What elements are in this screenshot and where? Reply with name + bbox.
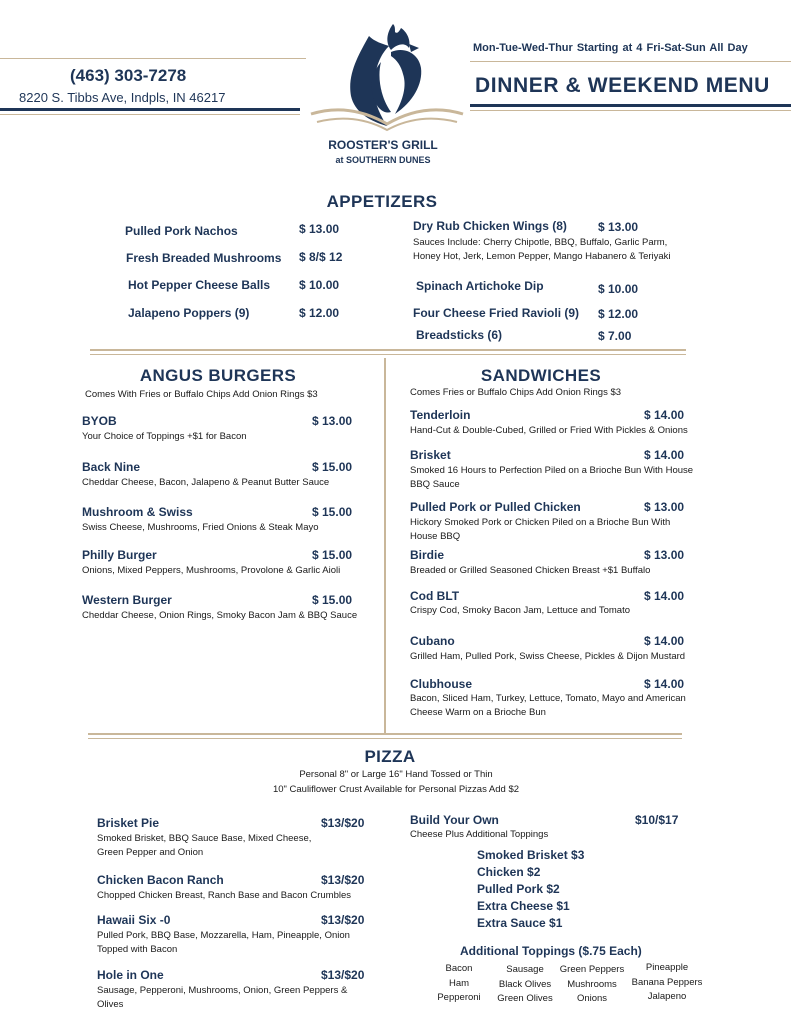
burger-price: $ 15.00 <box>312 548 353 562</box>
appetizer-name: Pulled Pork Nachos <box>125 224 238 238</box>
header-rule-right-top <box>470 61 791 62</box>
sandwich-name: Birdie <box>410 548 445 562</box>
pizza-desc: Chopped Chicken Breast, Ranch Base and Bacon Crumbles <box>97 890 352 901</box>
topping-column-3 <box>555 963 629 1007</box>
burger-price: $ 15.00 <box>312 593 353 607</box>
topping-item: Green Peppers <box>559 964 625 975</box>
premium-topping: Extra Sauce $1 <box>477 916 563 930</box>
brand-subtitle: at SOUTHERN DUNES <box>335 155 431 165</box>
wings-sauces-line1: Sauces Include: Cherry Chipotle, BBQ, Buffalo, Garlic Parm, <box>413 237 668 248</box>
appetizer-name: Hot Pepper Cheese Balls <box>128 278 271 292</box>
divider-appetizers-thin <box>90 354 686 355</box>
topping-column-1 <box>428 962 490 1006</box>
sandwich-desc: Smoked 16 Hours to Perfection Piled on a Brioche Bun With House BBQ Sauce <box>410 465 694 490</box>
sandwich-desc: Bacon, Sliced Ham, Turkey, Lettuce, Tomato, Mayo and American Cheese Warm on a Brioche Bun <box>410 693 686 718</box>
build-your-own-desc: Cheese Plus Additional Toppings <box>410 829 549 840</box>
burger-price: $ 15.00 <box>312 460 353 474</box>
burger-name: Western Burger <box>82 593 172 607</box>
column-divider <box>384 358 386 734</box>
build-your-own-price: $10/$17 <box>635 813 679 827</box>
topping-column-4 <box>627 961 707 1005</box>
address: 8220 S. Tibbs Ave, Indpls, IN 46217 <box>19 90 226 105</box>
sandwich-price: $ 14.00 <box>644 448 685 462</box>
appetizer-price: $ 8/$ 12 <box>299 250 343 264</box>
pizza-price: $13/$20 <box>321 968 365 982</box>
topping-item: Sausage <box>506 964 544 975</box>
pizza-price: $13/$20 <box>321 816 365 830</box>
divider-pizza <box>88 733 682 735</box>
pizza-desc: Sausage, Pepperoni, Mushrooms, Onion, Green Peppers & Olives <box>97 985 348 1010</box>
phone-number: (463) 303-7278 <box>70 66 187 85</box>
premium-topping: Pulled Pork $2 <box>477 882 560 896</box>
burger-desc: Swiss Cheese, Mushrooms, Fried Onions & Steak Mayo <box>82 522 319 533</box>
burgers-note: Comes With Fries or Buffalo Chips Add Onion Rings $3 <box>85 389 318 400</box>
brand-name: ROOSTER'S GRILL <box>328 138 438 152</box>
pizza-name: Hole in One <box>97 968 164 982</box>
topping-item: Mushrooms <box>567 978 617 990</box>
sandwich-price: $ 13.00 <box>644 500 685 514</box>
sandwich-name: Tenderloin <box>410 408 471 422</box>
build-your-own-name: Build Your Own <box>410 813 499 827</box>
premium-topping: Chicken $2 <box>477 865 541 879</box>
pizza-title: PIZZA <box>364 747 416 766</box>
appetizer-name: Jalapeno Poppers (9) <box>128 306 250 320</box>
sandwich-desc: Grilled Ham, Pulled Pork, Swiss Cheese, Pickles & Dijon Mustard <box>410 651 686 662</box>
topping-column-2 <box>490 963 560 1007</box>
sandwich-desc: Hickory Smoked Pork or Chicken Piled on a Brioche Bun With House BBQ <box>410 517 671 542</box>
wings-price: $ 13.00 <box>598 220 639 234</box>
sandwich-name: Cubano <box>410 634 455 648</box>
hours-line: Mon-Tue-Wed-Thur Starting at 4 Fri-Sat-Sun All Day <box>473 42 748 54</box>
sandwich-price: $ 14.00 <box>644 589 685 603</box>
topping-item: Pineapple <box>645 962 689 973</box>
sandwiches-title: SANDWICHES <box>480 366 602 385</box>
menu-title: DINNER & WEEKEND MENU <box>475 74 770 97</box>
header-rule-left-tan <box>0 114 300 115</box>
pizza-name: Chicken Bacon Ranch <box>97 873 224 887</box>
burger-desc: Cheddar Cheese, Onion Rings, Smoky Bacon Jam & BBQ Sauce <box>82 610 358 621</box>
appetizer-name: Fresh Breaded Mushrooms <box>126 251 282 265</box>
premium-topping: Extra Cheese $1 <box>477 899 570 913</box>
additional-toppings-title: Additional Toppings ($.75 Each) <box>460 944 642 958</box>
topping-item: Green Olives <box>497 993 553 1004</box>
sandwich-name: Brisket <box>410 448 451 462</box>
topping-item: Jalapeno <box>647 991 687 1002</box>
appetizers-title: APPETIZERS <box>326 192 438 211</box>
premium-topping: Smoked Brisket $3 <box>477 848 585 862</box>
sandwich-price: $ 14.00 <box>644 634 685 648</box>
pizza-price: $13/$20 <box>321 873 365 887</box>
sandwiches-note: Comes Fries or Buffalo Chips Add Onion Rings $3 <box>410 387 622 398</box>
burger-name: BYOB <box>82 414 117 428</box>
appetizer-price: $ 12.00 <box>598 307 639 321</box>
burger-name: Mushroom & Swiss <box>82 505 193 519</box>
burgers-title: ANGUS BURGERS <box>139 366 297 385</box>
topping-item: Black Olives <box>498 978 552 990</box>
pizza-desc: Pulled Pork, BBQ Base, Mozzarella, Ham, Pineapple, Onion Topped with Bacon <box>97 930 350 955</box>
burger-name: Back Nine <box>82 460 141 474</box>
burger-desc: Your Choice of Toppings +$1 for Bacon <box>82 431 247 442</box>
sandwich-desc: Hand-Cut & Double-Cubed, Grilled or Fried With Pickles & Onions <box>410 425 688 436</box>
topping-item: Ham <box>448 977 470 989</box>
sandwich-desc: Breaded or Grilled Seasoned Chicken Breast +$1 Buffalo <box>410 565 651 576</box>
pizza-name: Brisket Pie <box>97 816 160 830</box>
pizza-desc: Smoked Brisket, BBQ Sauce Base, Mixed Cheese, Green Pepper and Onion <box>97 833 312 858</box>
pizza-name: Hawaii Six -0 <box>97 913 171 927</box>
appetizer-price: $ 7.00 <box>598 329 632 343</box>
pizza-note-1: Personal 8" or Large 16" Hand Tossed or Thin <box>299 769 493 780</box>
sandwich-price: $ 14.00 <box>644 677 685 691</box>
header-rule-left-top <box>0 58 306 59</box>
header-rule-left <box>0 108 300 111</box>
wings-sauces-line2: Honey Hot, Jerk, Lemon Pepper, Mango Habanero & Teriyaki <box>413 251 671 262</box>
appetizer-price: $ 10.00 <box>299 278 340 292</box>
rooster-logo <box>307 14 467 132</box>
topping-item: Banana Peppers <box>631 976 703 988</box>
appetizer-price: $ 12.00 <box>299 306 340 320</box>
appetizer-name: Spinach Artichoke Dip <box>416 279 544 293</box>
sandwich-price: $ 13.00 <box>644 548 685 562</box>
burger-desc: Onions, Mixed Peppers, Mushrooms, Provolone & Garlic Aioli <box>82 565 341 576</box>
divider-appetizers <box>90 349 686 351</box>
burger-desc: Cheddar Cheese, Bacon, Jalapeno & Peanut Butter Sauce <box>82 477 330 488</box>
appetizer-name: Breadsticks (6) <box>416 328 503 342</box>
divider-pizza-thin <box>88 738 682 739</box>
sandwich-name: Pulled Pork or Pulled Chicken <box>410 500 581 514</box>
pizza-note-2: 10" Cauliflower Crust Available for Personal Pizzas Add $2 <box>272 784 520 795</box>
header-rule-right-tan <box>470 110 791 111</box>
appetizer-price: $ 10.00 <box>598 282 639 296</box>
appetizer-name: Four Cheese Fried Ravioli (9) <box>413 306 580 320</box>
topping-item: Pepperoni <box>437 992 481 1003</box>
burger-price: $ 13.00 <box>312 414 353 428</box>
burger-price: $ 15.00 <box>312 505 353 519</box>
sandwich-price: $ 14.00 <box>644 408 685 422</box>
appetizer-price: $ 13.00 <box>299 222 340 236</box>
sandwich-desc: Crispy Cod, Smoky Bacon Jam, Lettuce and Tomato <box>410 605 631 616</box>
wings-name: Dry Rub Chicken Wings (8) <box>413 219 567 233</box>
sandwich-name: Clubhouse <box>410 677 472 691</box>
topping-item: Onions <box>576 993 608 1004</box>
header-rule-right <box>470 104 791 107</box>
sandwich-name: Cod BLT <box>410 589 460 603</box>
burger-name: Philly Burger <box>82 548 157 562</box>
topping-item: Bacon <box>445 963 473 974</box>
pizza-price: $13/$20 <box>321 913 365 927</box>
